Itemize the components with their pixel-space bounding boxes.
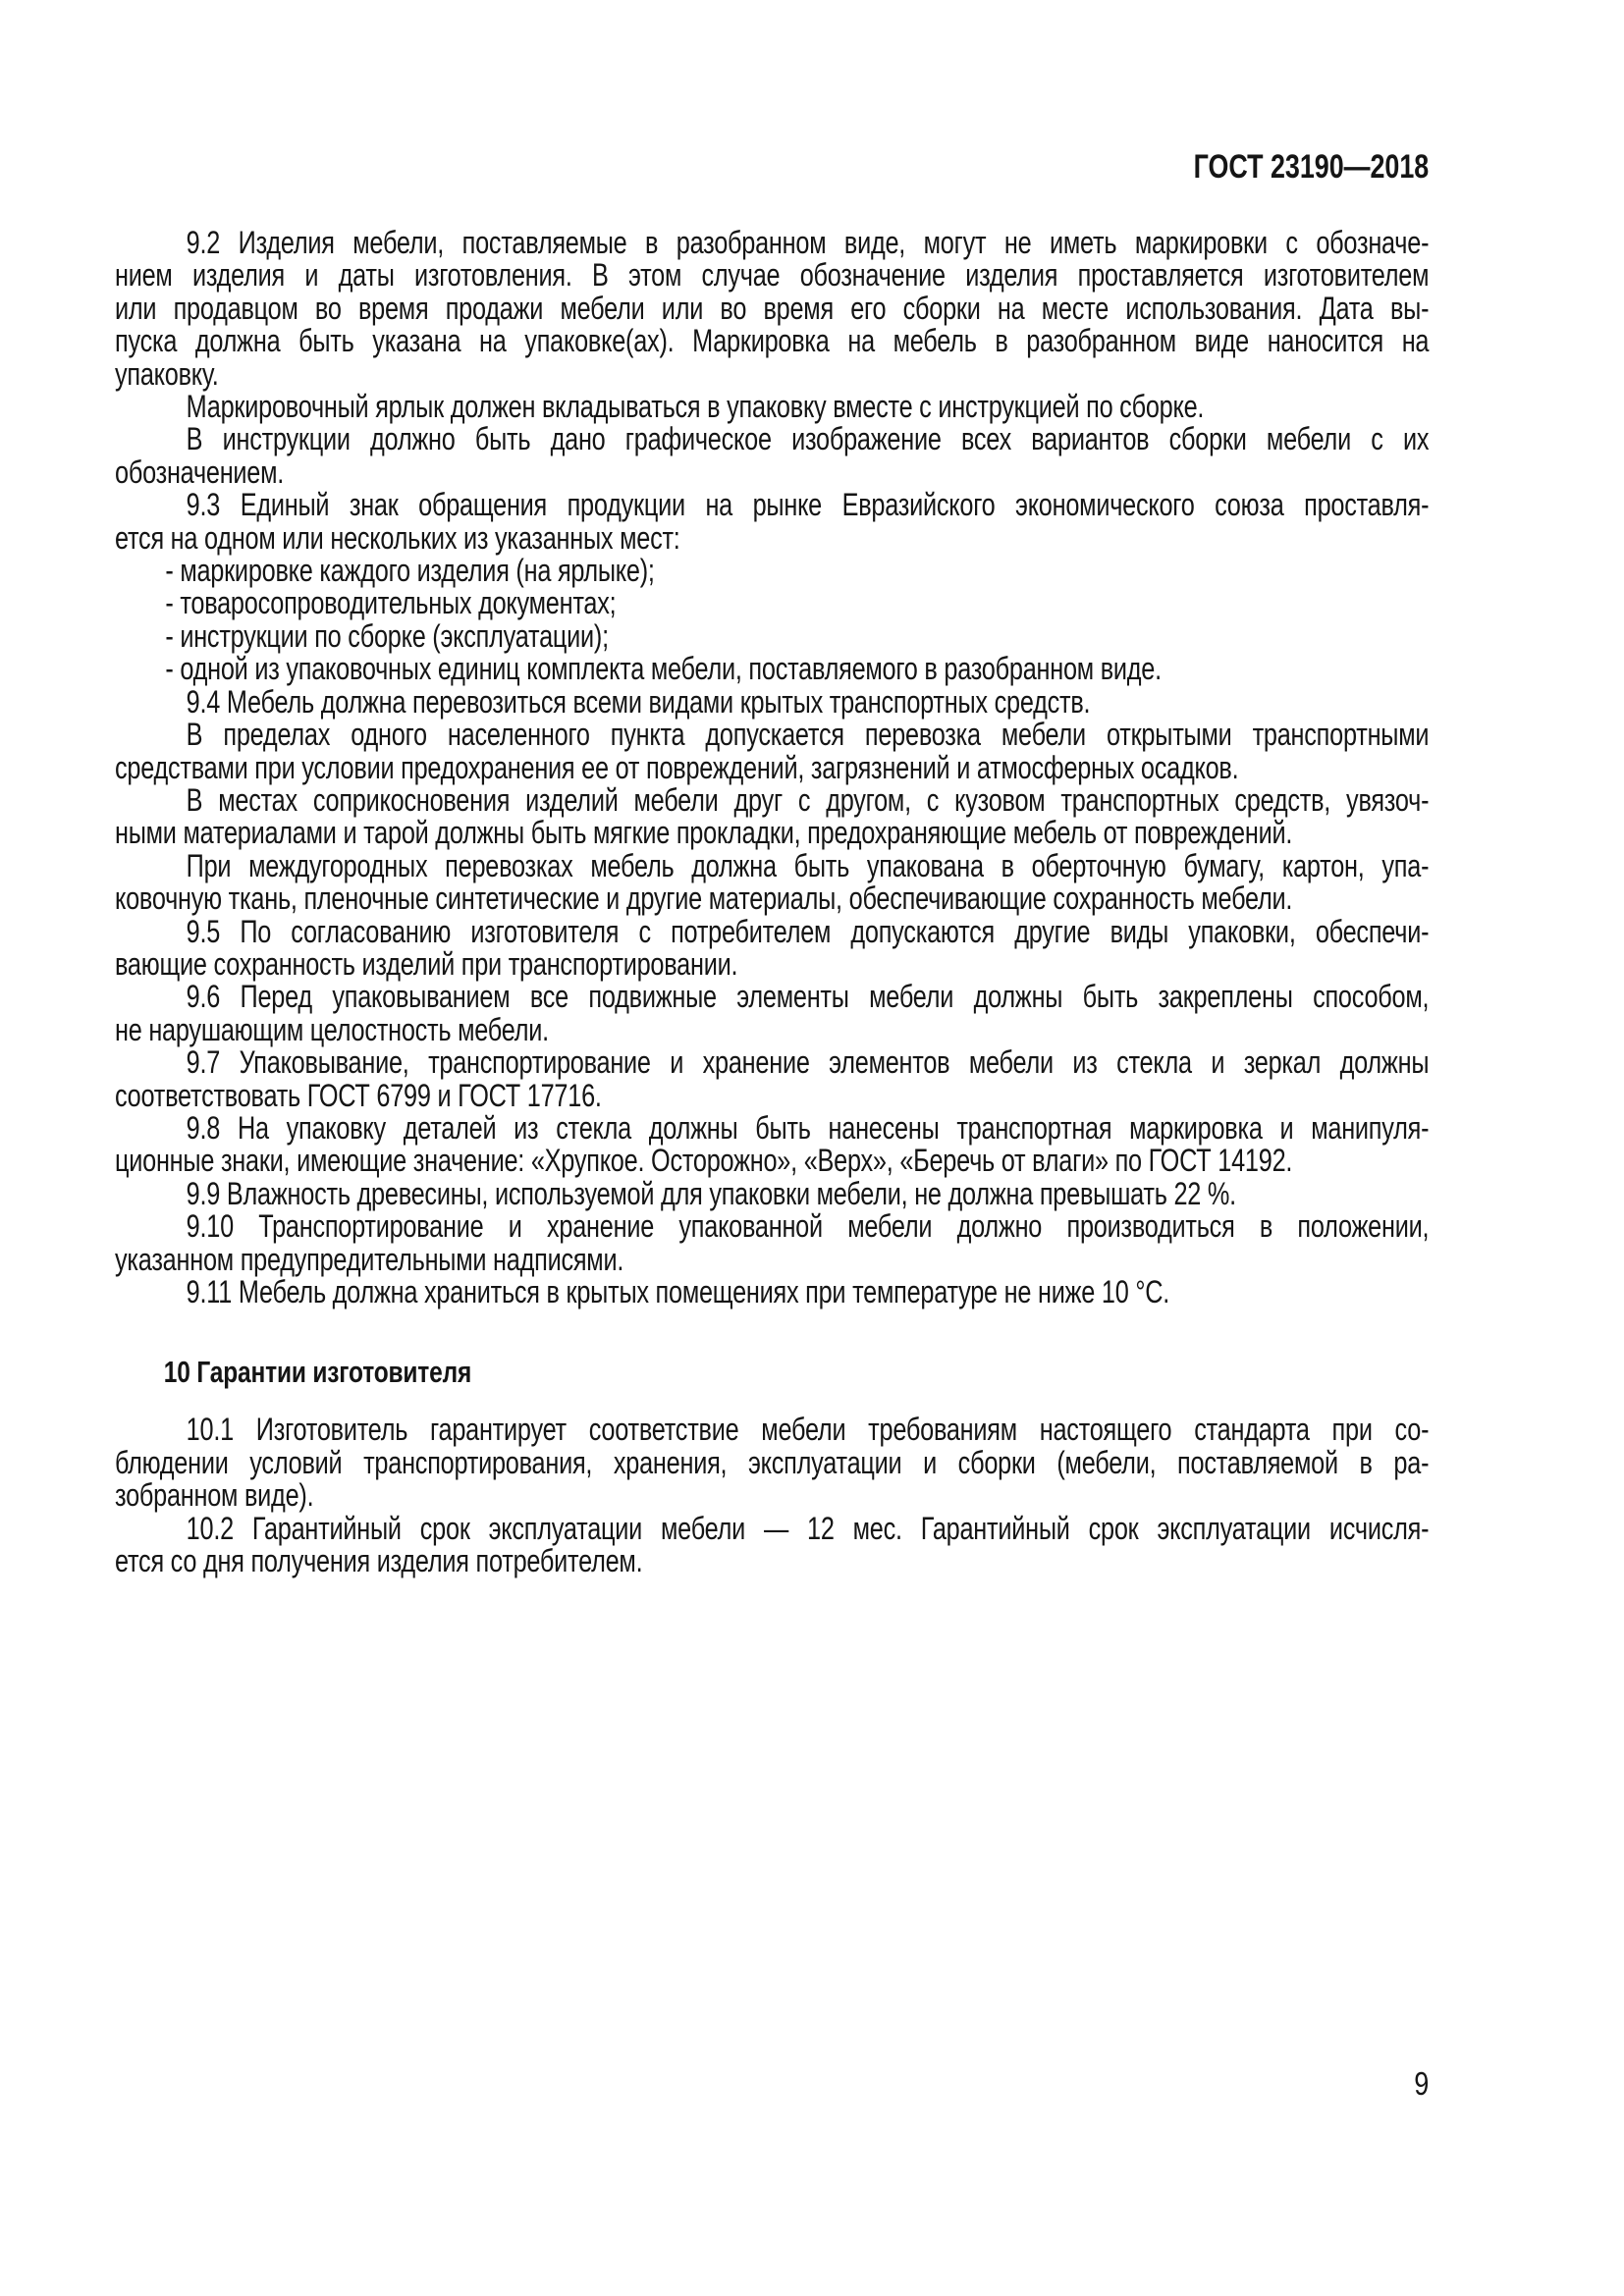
text-line: или продавцом во время продажи мебели или во время его сборки на месте использования. Дата вы- <box>115 290 1430 326</box>
text-line: 9.6 Перед упаковыванием все подвижные элементы мебели должны быть закреплены способом, <box>186 979 1430 1015</box>
para-9-9 <box>115 1175 1429 1211</box>
text-line: 9.11 Мебель должна храниться в крытых помещениях при температуре не ниже 10 °С. <box>186 1274 1170 1309</box>
para-10-1 <box>115 1414 1429 1512</box>
text-line: обозначением. <box>115 454 285 490</box>
text-line: - инструкции по сборке (эксплуатации); <box>165 617 609 654</box>
text-line: В инструкции должно быть дано графическое изображение всех вариантов сборки мебели с их <box>186 421 1430 457</box>
para-10-2 <box>115 1510 1430 1579</box>
text-line: упаковку. <box>115 355 219 392</box>
text-line: 9.10 Транспортирование и хранение упакованной мебели должно производиться в положении, <box>186 1208 1430 1245</box>
text-line: 10.2 Гарантийный срок эксплуатации мебели — 12 мес. Гарантийный срок эксплуатации исчисля- <box>186 1510 1430 1546</box>
list-item-shipping-docs <box>115 587 1429 619</box>
text-line: 9.2 Изделия мебели, поставляемые в разобранном виде, могут не иметь маркировки с обозначе- <box>186 225 1430 260</box>
text-line: В местах соприкосновения изделий мебели друг с другом, с кузовом транспортных средств, увязоч- <box>186 781 1430 818</box>
section-10-body <box>115 1414 1429 1577</box>
para-9-4-intercity <box>115 847 1430 917</box>
text-line: 9.7 Упаковывание, транспортирование и хранение элементов мебели из стекла и зеркал должны <box>186 1044 1430 1081</box>
text-line: ется на одном или нескольких из указанных мест: <box>115 519 680 556</box>
text-line: 9.5 По согласованию изготовителя с потребителем допускаются другие виды упаковки, обеспечи- <box>186 913 1430 949</box>
para-9-10 <box>115 1210 1429 1276</box>
text-line: не нарушающим целостность мебели. <box>115 1011 549 1047</box>
text-line: вающие сохранность изделий при транспортировании. <box>115 945 738 982</box>
section-10-heading: 10 Гарантии изготовителя <box>163 1355 472 1390</box>
para-9-6 <box>115 981 1429 1046</box>
text-line: средствами при условии предохранения ее от повреждений, загрязнений и атмосферных осадков. <box>115 749 1239 785</box>
text-line: Маркировочный ярлык должен вкладываться в упаковку вместе с инструкцией по сборке. <box>186 389 1205 425</box>
section-9-body <box>115 227 1429 1577</box>
list-item-assembly-instruction <box>115 617 1429 654</box>
text-line: зобранном виде). <box>115 1477 314 1514</box>
text-line: ционные знаки, имеющие значение: «Хрупкое. Осторожно», «Верх», «Беречь от влаги» по ГОСТ 14192. <box>115 1143 1293 1179</box>
page-number: 9 <box>1413 2065 1429 2102</box>
text-line: ковочную ткань, пленочные синтетические и другие материалы, обеспечивающие сохранность мебели. <box>115 881 1293 917</box>
para-9-2 <box>115 227 1429 391</box>
para-9-4-open-transport <box>115 719 1429 784</box>
text-line: - товаросопроводительных документах; <box>165 585 617 621</box>
text-line: нием изделия и даты изготовления. В этом случае обозначение изделия проставляется изготовителем <box>115 257 1430 294</box>
text-line: 10.1 Изготовитель гарантирует соответствие мебели требованиям настоящего стандарта при со- <box>186 1412 1430 1448</box>
text-line: ными материалами и тарой должны быть мягкие прокладки, предохраняющие мебель от повреждений. <box>115 815 1293 851</box>
text-line: соответствовать ГОСТ 6799 и ГОСТ 17716. <box>115 1077 602 1113</box>
text-line: ется со дня получения изделия потребителем. <box>115 1543 643 1579</box>
text-line: 9.4 Мебель должна перевозиться всеми видами крытых транспортных средств. <box>186 683 1091 720</box>
para-instruction-graphics <box>115 423 1429 489</box>
text-line: указанном предупредительными надписями. <box>115 1241 624 1277</box>
text-line: - одной из упаковочных единиц комплекта мебели, поставляемого в разобранном виде. <box>165 651 1162 687</box>
text-line: 9.9 Влажность древесины, используемой для упаковки мебели, не должна превышать 22 %. <box>186 1175 1236 1211</box>
para-9-7 <box>115 1046 1429 1112</box>
list-item-packing-unit <box>115 653 1429 685</box>
text-line: 9.8 На упаковку деталей из стекла должны быть нанесены транспортная маркировка и манипуля- <box>186 1109 1430 1146</box>
text-line: блюдении условий транспортирования, хранения, эксплуатации и сборки (мебели, поставляемой в ра- <box>115 1444 1430 1480</box>
para-9-4-contact-points <box>115 781 1430 851</box>
para-9-8 <box>115 1109 1430 1179</box>
para-marking-label <box>115 391 1429 423</box>
para-9-11 <box>115 1276 1429 1308</box>
para-9-3 <box>115 489 1429 555</box>
para-9-4 <box>115 683 1429 720</box>
text-line: В пределах одного населенного пункта допускается перевозка мебели открытыми транспортными <box>186 717 1430 753</box>
list-item-marking <box>115 555 1429 587</box>
para-9-5 <box>115 913 1430 982</box>
text-line: пуска должна быть указана на упаковке(ах). Маркировка на мебель в разобранном виде наносится на <box>115 323 1430 359</box>
text-line: - маркировке каждого изделия (на ярлыке); <box>165 553 655 589</box>
text-column <box>115 0 1429 1577</box>
text-line: При междугородных перевозках мебель должна быть упакована в оберточную бумагу, картон, упа- <box>186 847 1430 883</box>
text-line: 9.3 Единый знак обращения продукции на рынке Евразийского экономического союза проставля- <box>186 487 1430 523</box>
running-header-standard-number: ГОСТ 23190—2018 <box>1193 148 1430 186</box>
